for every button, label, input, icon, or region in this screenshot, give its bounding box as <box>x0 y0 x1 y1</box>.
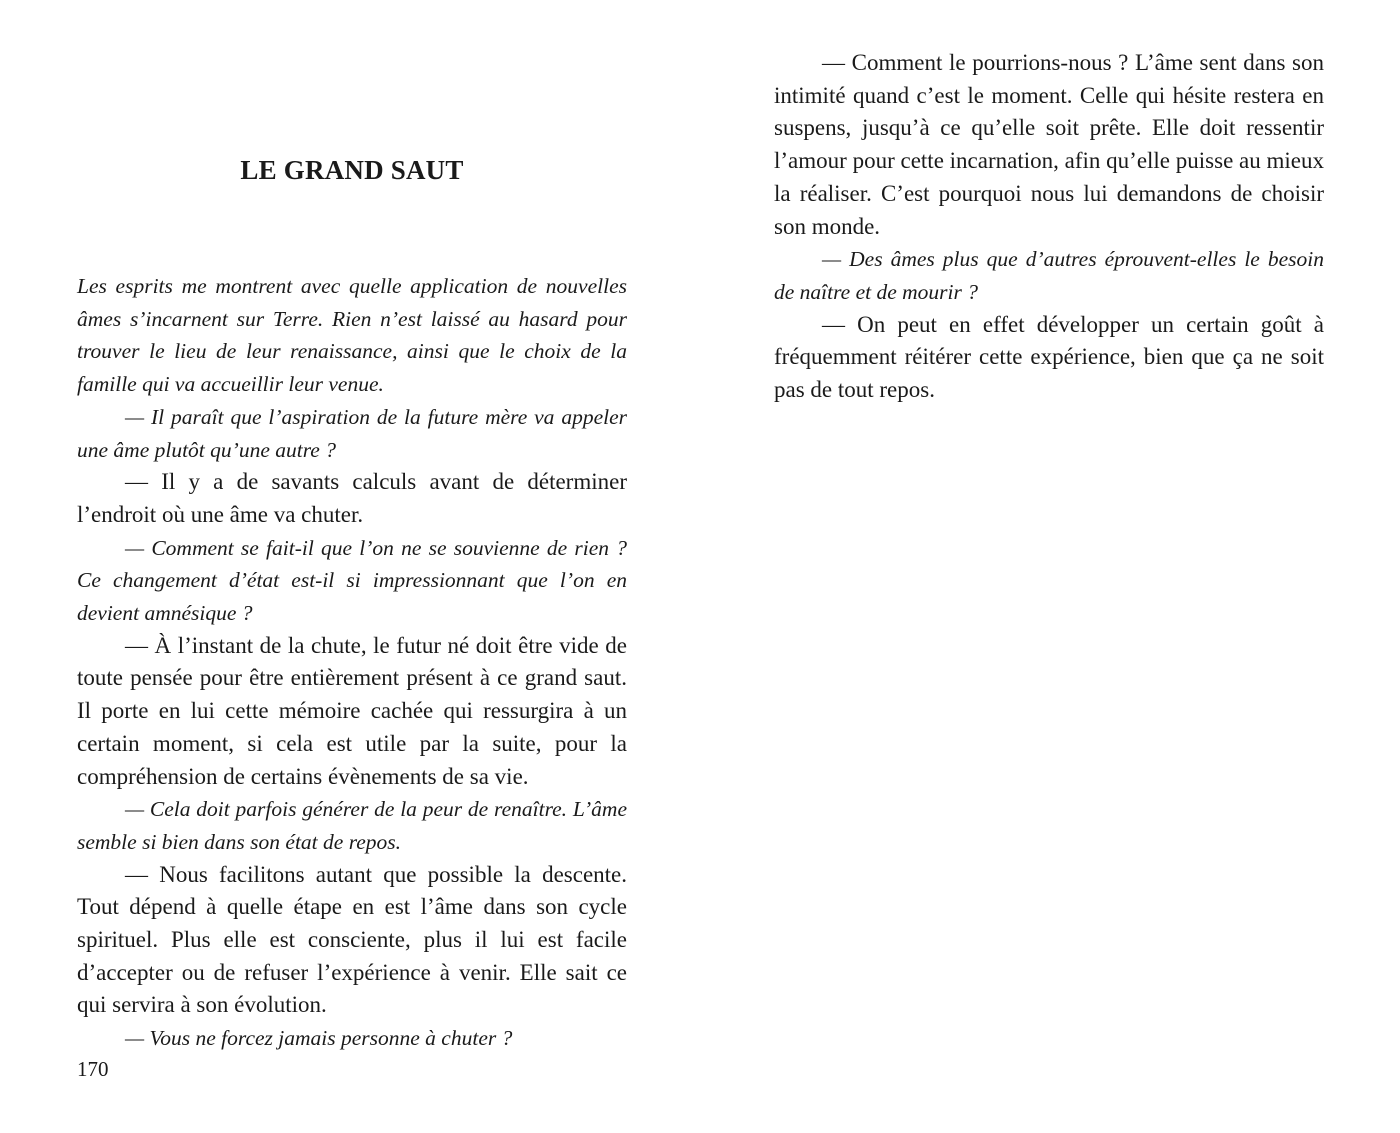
answer-paragraph: — Comment le pourrions-nous ? L’âme sent dans son intimité quand c’est le moment. Celle qui hésite restera en suspens, jusqu’à ce qu’elle soit prête. Elle doit ressentir l’amour pour cette incarnation, afin qu’elle puisse au mieux la réaliser. C’est pourquoi nous lui demandons de choisir son monde. <box>774 50 1324 239</box>
question-paragraph: — Comment se fait-il que l’on ne se souvienne de rien ? Ce changement d’état est-il si impressionnant que l’on en devient amnésique ? <box>77 535 627 626</box>
answer-paragraph: — Nous facilitons autant que possible la descente. Tout dépend à quelle étape en est l’âme dans son cycle spirituel. Plus elle est consciente, plus il lui est facile d’accepter ou de refuser l’expérience à venir. Elle sait ce qui servira à son évolution. <box>77 861 627 1018</box>
question-paragraph: — Des âmes plus que d’autres éprouvent-elles le besoin de naître et de mourir ? <box>774 247 1324 304</box>
intro-paragraph: Les esprits me montrent avec quelle application de nouvelles âmes s’incarnent sur Terre. Rien n’est laissé au hasard pour trouver le lieu de leur renaissance, ainsi que le choix de la famille qui va accueillir leur venue. <box>77 274 627 397</box>
question-paragraph: — Cela doit parfois générer de la peur de renaître. L’âme semble si bien dans son état de repos. <box>77 797 627 854</box>
answer-paragraph: — On peut en effet développer un certain goût à fréquemment réitérer cette expérience, bien que ça ne soit pas de tout repos. <box>774 311 1324 403</box>
right-page-body <box>774 47 1324 407</box>
question-paragraph: — Il paraît que l’aspiration de la future mère va appeler une âme plutôt qu’une autre ? <box>77 404 627 462</box>
chapter-title: LE GRAND SAUT <box>240 155 464 185</box>
answer-paragraph: — Il y a de savants calculs avant de déterminer l’endroit où une âme va chuter. <box>77 469 627 527</box>
left-page-body <box>77 270 627 1055</box>
answer-paragraph: — À l’instant de la chute, le futur né doit être vide de toute pensée pour être entièrement présent à ce grand saut. Il porte en lui cette mémoire cachée qui ressurgira à un certain moment, si cela est utile par la suite, pour la compréhension de certains évènements de sa vie. <box>77 632 627 789</box>
page-number: 170 <box>77 1057 109 1081</box>
question-paragraph: — Vous ne forcez jamais personne à chuter ? <box>125 1026 513 1051</box>
